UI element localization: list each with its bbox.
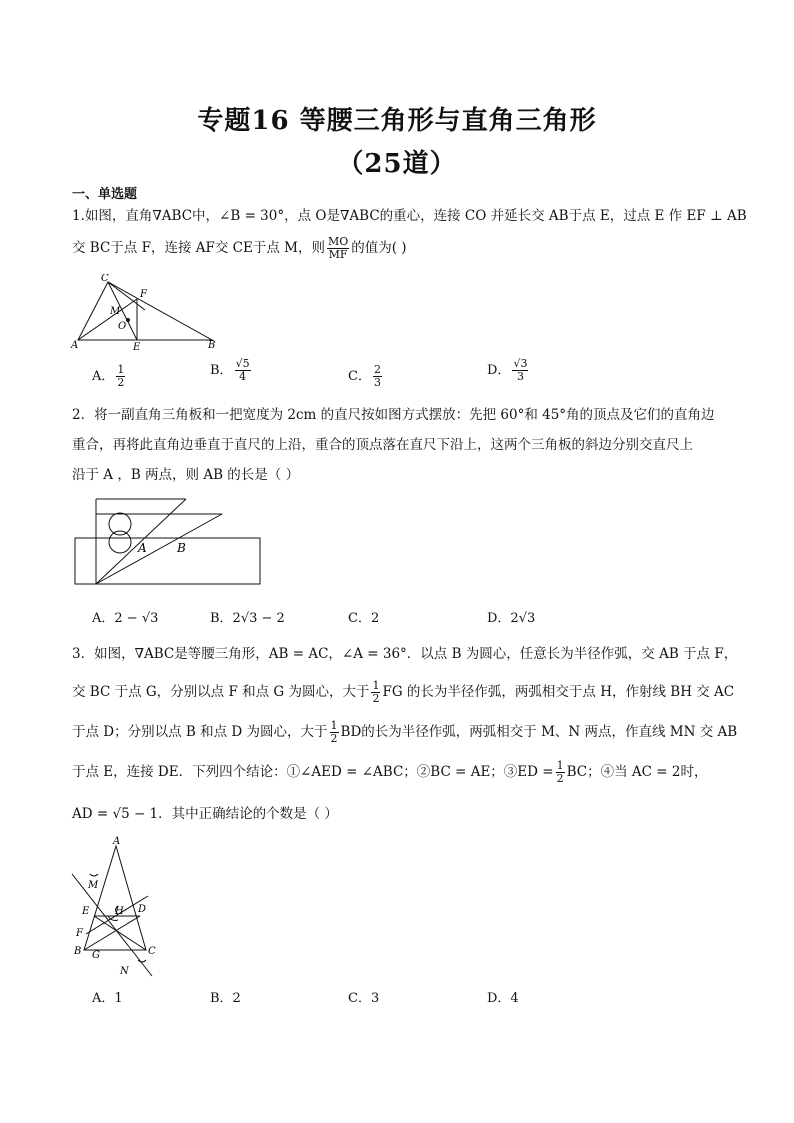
page-title: 专题16 等腰三角形与直角三角形: [197, 106, 597, 136]
q1-text-line2: 交 BC于点 F，连接 AF交 CE于点 M，则 $\frac{MO}{MF}$ 的值为( ): [72, 235, 407, 261]
q3-text-line2: 交 BC 于点 G，分别以点 F 和点 G 为圆心，大于 $\frac{1}{2}$ FG 的长为半径作弧，两弧相交于点 H，作射线 BH 交 AC: [72, 679, 735, 705]
q2-option-a[interactable]: A．2 − √3: [92, 611, 159, 626]
q3-label-e: E: [82, 906, 90, 917]
q3-text-line4: 于点 E，连接 DE．下列四个结论：①∠AED = ∠ABC；②BC = AE；③ED = $\frac{1}{2}$ BC；④当 AC = 2时，: [72, 759, 708, 785]
q2-label-a: A: [138, 541, 147, 555]
q3-label-g: G: [92, 950, 100, 961]
q2-text-line1: 2．将一副直角三角板和一把宽度为 2cm 的直尺按如图方式摆放：先把 60°和 45°角的顶点及它们的直角边: [72, 407, 715, 423]
q3-option-c[interactable]: C．3: [348, 991, 380, 1006]
q2-label-b: B: [177, 541, 186, 555]
q3-label-n: N: [120, 966, 129, 977]
q1-label-a: A: [71, 340, 79, 350]
q2-option-b[interactable]: B．2√3 − 2: [210, 611, 285, 626]
q3-label-b: B: [74, 946, 82, 957]
q2-option-c[interactable]: C．2: [348, 611, 380, 626]
q1-option-a[interactable]: A． $\frac{1}{2}$: [92, 363, 125, 389]
page-subtitle: （25道）: [337, 149, 457, 179]
q3-label-f: F: [76, 928, 83, 939]
q1-text-line1: 1.如图，直角∇ABC中，∠B = 30°，点 O是∇ABC的重心，连接 CO 并延长交 AB于点 E，过点 E 作 EF ⊥ AB: [72, 208, 747, 224]
q3-option-b[interactable]: B．2: [210, 991, 241, 1006]
q3-label-c: C: [148, 946, 156, 957]
q1-option-c[interactable]: C． $\frac{2}{3}$: [348, 363, 381, 389]
q3-label-d: D: [138, 904, 147, 915]
q1-option-b[interactable]: B． $\frac{√5}{4}$: [210, 357, 250, 383]
q1-label-o: O: [118, 321, 127, 332]
q3-text-line3: 于点 D；分别以点 B 和点 D 为圆心，大于 $\frac{1}{2}$ BD的长为半径作弧，两弧相交于 M、N 两点，作直线 MN 交 AB: [72, 719, 738, 745]
q1-figure: [70, 274, 220, 350]
q2-figure: [70, 494, 270, 588]
q1-label-m: M: [110, 306, 121, 317]
q1-label-f: F: [140, 289, 147, 300]
q2-option-d[interactable]: D．2√3: [487, 611, 536, 626]
q3-option-a[interactable]: A．1: [92, 991, 123, 1006]
q3-text-line1: 3．如图，∇ABC是等腰三角形，AB = AC，∠A = 36°．以点 B 为圆心，任意长为半径作弧，交 AB 于点 F，: [72, 646, 738, 662]
q3-label-h: H: [115, 906, 124, 917]
q1-label-c: C: [101, 274, 109, 284]
q2-text-line2: 重合，再将此直角边垂直于直尺的上沿，重合的顶点落在直尺下沿上，这两个三角板的斜边分别交直尺上: [72, 437, 693, 453]
q1-fraction: $\frac{MO}{MF}$: [327, 235, 349, 261]
q3-label-a: A: [113, 836, 121, 847]
q3-figure: [68, 834, 168, 980]
q1-label-b: B: [208, 340, 216, 350]
q3-option-d[interactable]: D．4: [487, 991, 519, 1006]
q3-text-line5: AD = √5 − 1．其中正确结论的个数是（ ）: [72, 806, 338, 822]
q1-option-d[interactable]: D． $\frac{√3}{3}$: [487, 357, 528, 383]
q1-label-e: E: [133, 342, 141, 350]
q2-text-line3: 沿于 A ，B 两点，则 AB 的长是（ ）: [72, 467, 300, 483]
q3-label-m: M: [88, 880, 99, 891]
section-heading: 一、单选题: [72, 187, 138, 202]
